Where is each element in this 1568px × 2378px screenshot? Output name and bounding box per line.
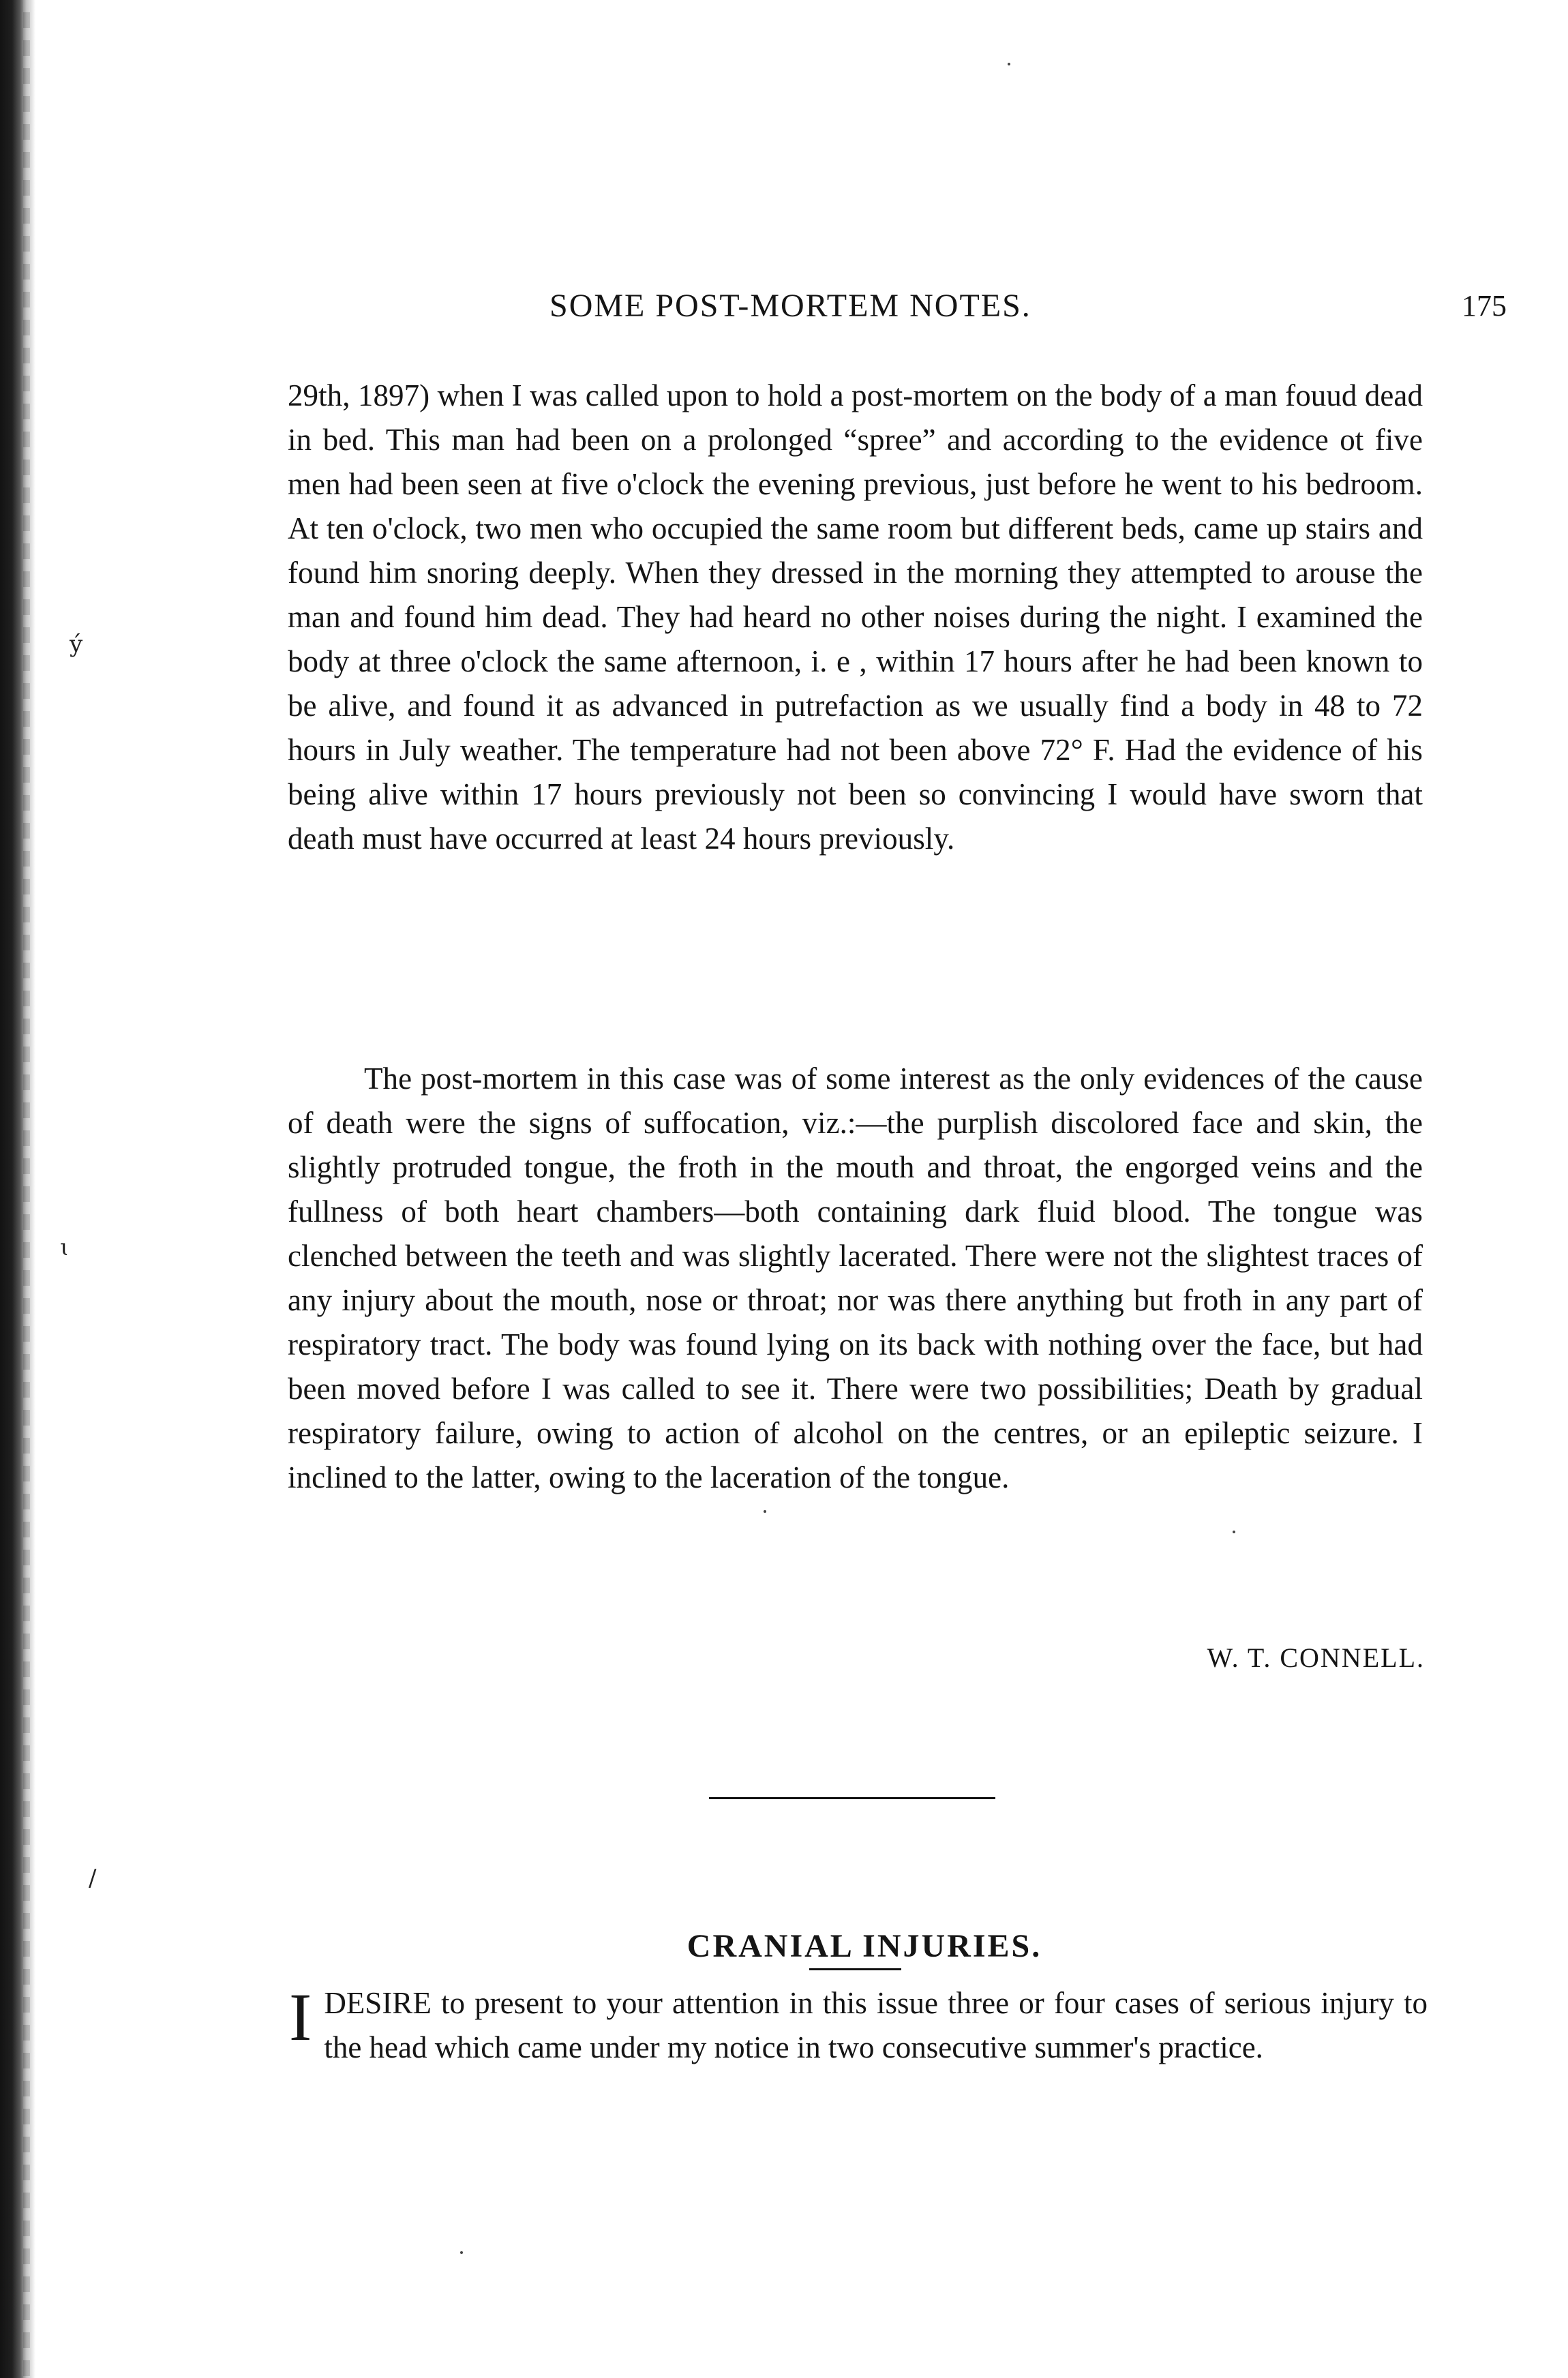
paper-speck <box>1008 63 1010 65</box>
paper-speck <box>460 2251 463 2254</box>
left-margin-mark: ý <box>70 631 83 658</box>
book-binding-texture <box>23 0 30 2378</box>
heading-underline <box>809 1968 901 1970</box>
running-header <box>286 284 1507 328</box>
running-title: SOME POST-MORTEM NOTES. <box>549 288 1031 324</box>
left-margin-mark: / <box>89 1865 97 1892</box>
case-paragraph <box>288 1057 1423 1643</box>
paragraph-text: 29th, 1897) when I was called upon to hold a post-mortem on the body of a man fouud dead in bed. This man had been on a prolonged “spree” and according to the evidence ot five men had been seen at five o'clock the evening previous, just before he went to his bedroom. At ten o'clock, two men who occupied the same room but different beds, came up stairs and found him snoring deeply. When they dressed in the morning they attempted to arouse the man and found him dead. They had heard no other noises during the night. I examined the body at three o'clock the same afternoon, i. e , within 17 hours after he had been known to be alive, and found it as advanced in putrefaction as we usually find a body in 48 to 72 hours in July weather. The temperature had not been above 72° F. Had the evidence of his being alive within 17 hours previously not been so convincing I would have sworn that death must have occurred at least 24 hours previously. <box>288 378 1423 856</box>
section-divider <box>709 1797 995 1799</box>
section-heading: CRANIAL INJURIES. <box>687 1927 1042 1964</box>
section-intro <box>289 1981 1428 2070</box>
book-binding-shadow <box>0 0 35 2378</box>
page-number: 175 <box>1462 289 1507 322</box>
left-margin-mark: ɩ <box>60 1234 70 1261</box>
drop-cap: I <box>289 1979 312 2055</box>
paragraph-text: The post-mortem in this case was of some interest as the only evidences of the cause of death were the signs of suffocation, viz.:—the purplish discolored face and skin, the slightly protruded tongue, the froth in the mouth and throat, the engorged veins and the fullness of both heart chambers—both containing dark fluid blood. The tongue was clenched between the teeth and was slightly lacerated. There were not the slightest traces of any injury about the mouth, nose or throat; nor was there anything but froth in any part of respiratory tract. The body was found lying on its back with nothing over the face, but had been moved before I was called to see it. There were two possibilities; Death by gradual respiratory failure, owing to action of alcohol on the centres, or an epileptic seizure. I inclined to the latter, owing to the laceration of the tongue. <box>288 1062 1423 1494</box>
author-signature: W. T. CONNELL. <box>1207 1642 1425 1673</box>
intro-text: DESIRE to present to your attention in this issue three or four cases of serious injury to the head which came under my notice in two consecutive summer's practice. <box>324 1986 1428 2064</box>
opening-paragraph <box>288 374 1423 1055</box>
